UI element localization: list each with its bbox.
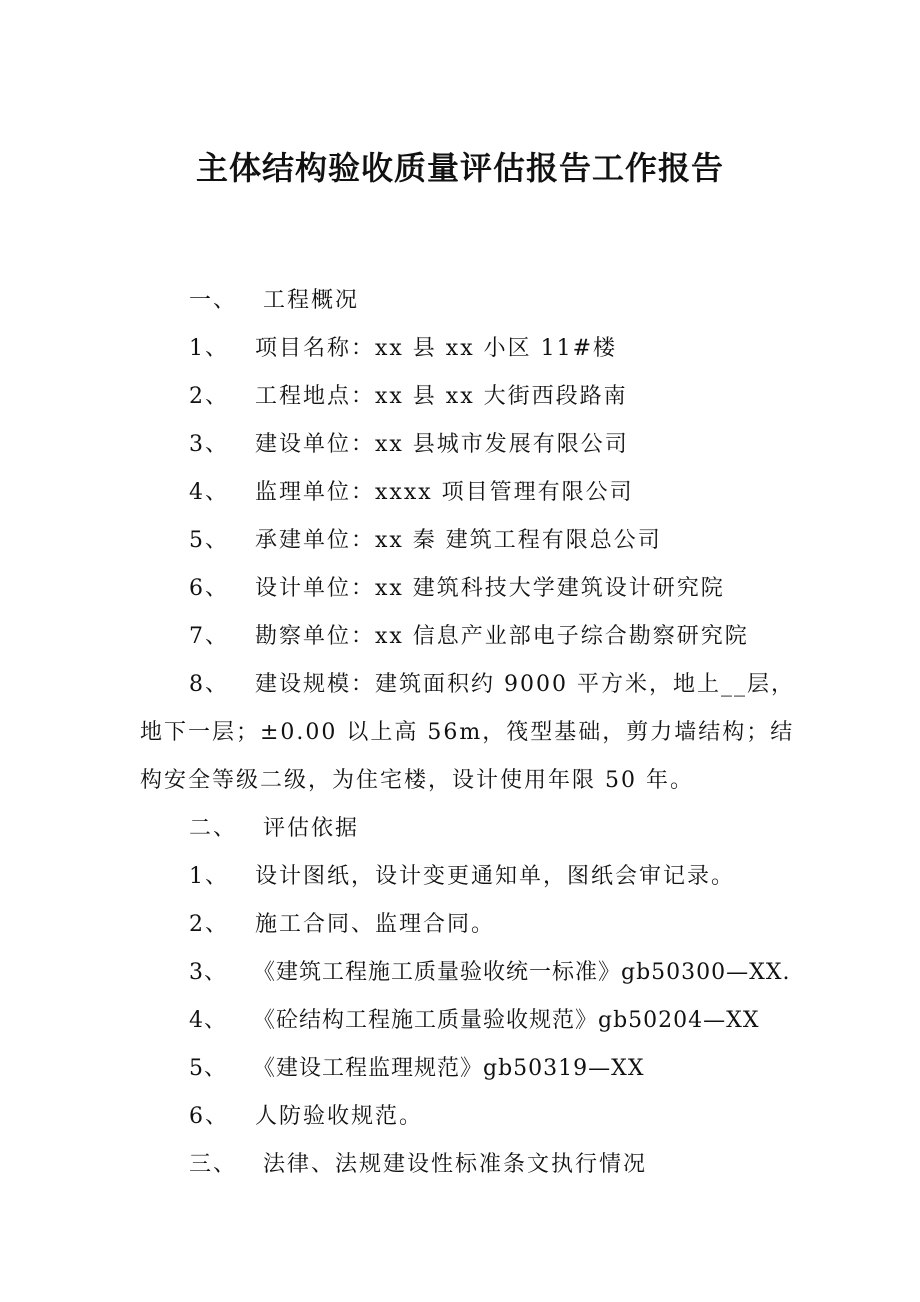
- list-item: [189, 1099, 423, 1130]
- section-heading-text: 评估依据: [263, 816, 360, 841]
- item-text: 建设单位：xx 县城市发展有限公司: [255, 432, 629, 457]
- list-item: [189, 523, 662, 554]
- section-heading-text: 法律、法规建设性标准条文执行情况: [263, 1152, 648, 1177]
- item-text: 《建筑工程施工质量验收统一标准》gb50300—XX.: [253, 960, 791, 985]
- document-title: 主体结构验收质量评估报告工作报告: [195, 149, 724, 187]
- list-item: [189, 667, 795, 698]
- item-number: 6、: [189, 576, 229, 601]
- item-number: 5、: [189, 528, 229, 553]
- item-number: 5、: [189, 1056, 227, 1081]
- section-heading-3: [189, 1147, 647, 1178]
- list-item: [189, 1051, 644, 1082]
- item-text: 建设规模：建筑面积约 9000 平方米，地上__层，: [255, 672, 795, 697]
- item-number: 6、: [189, 1104, 229, 1129]
- list-item: [189, 619, 749, 650]
- list-item: [189, 571, 725, 602]
- item-text: 《建设工程监理规范》gb50319—XX: [253, 1056, 645, 1081]
- item-number: 1、: [189, 864, 229, 889]
- item-text: 工程地点：xx 县 xx 大街西段路南: [255, 384, 628, 409]
- item-text: 设计图纸，设计变更通知单，图纸会审记录。: [255, 864, 736, 889]
- item-number: 3、: [189, 960, 227, 985]
- list-item: [189, 907, 495, 938]
- item-text: 设计单位：xx 建筑科技大学建筑设计研究院: [255, 576, 725, 601]
- item-text: 承建单位：xx 秦 建筑工程有限总公司: [255, 528, 662, 553]
- item-continuation-line: 构安全等级二级，为住宅楼，设计使用年限 50 年。: [140, 768, 694, 793]
- list-item: [189, 379, 628, 410]
- item-text: 《砼结构工程施工质量验收规范》gb50204—XX: [253, 1008, 760, 1033]
- item-text: 勘察单位：xx 信息产业部电子综合勘察研究院: [255, 624, 749, 649]
- item-text: 监理单位：xxxx 项目管理有限公司: [255, 480, 634, 505]
- item-number: 2、: [189, 912, 229, 937]
- item-text: 施工合同、监理合同。: [255, 912, 496, 937]
- item-number: 7、: [189, 624, 229, 649]
- item-text: 项目名称：xx 县 xx 小区 11#楼: [255, 336, 618, 361]
- section-heading-2: [189, 811, 359, 842]
- item-number: 3、: [189, 432, 229, 457]
- list-item: [189, 955, 790, 986]
- item-text: 人防验收规范。: [255, 1104, 424, 1129]
- section-number: 一、: [189, 288, 238, 313]
- item-number: 2、: [189, 384, 229, 409]
- list-item: [189, 331, 617, 362]
- list-item: [189, 427, 629, 458]
- item-number: 4、: [189, 480, 229, 505]
- item-number: 4、: [189, 1008, 227, 1033]
- section-heading-text: 工程概况: [263, 288, 360, 313]
- list-item: [189, 1003, 759, 1034]
- section-number: 三、: [189, 1152, 238, 1177]
- list-item: [189, 859, 735, 890]
- section-heading-1: [189, 283, 359, 314]
- item-number: 1、: [189, 336, 229, 361]
- section-number: 二、: [189, 816, 238, 841]
- item-continuation-line: 地下一层；±0.00 以上高 56m，筏型基础，剪力墙结构；结: [140, 720, 795, 745]
- item-number: 8、: [189, 672, 229, 697]
- list-item: [189, 475, 634, 506]
